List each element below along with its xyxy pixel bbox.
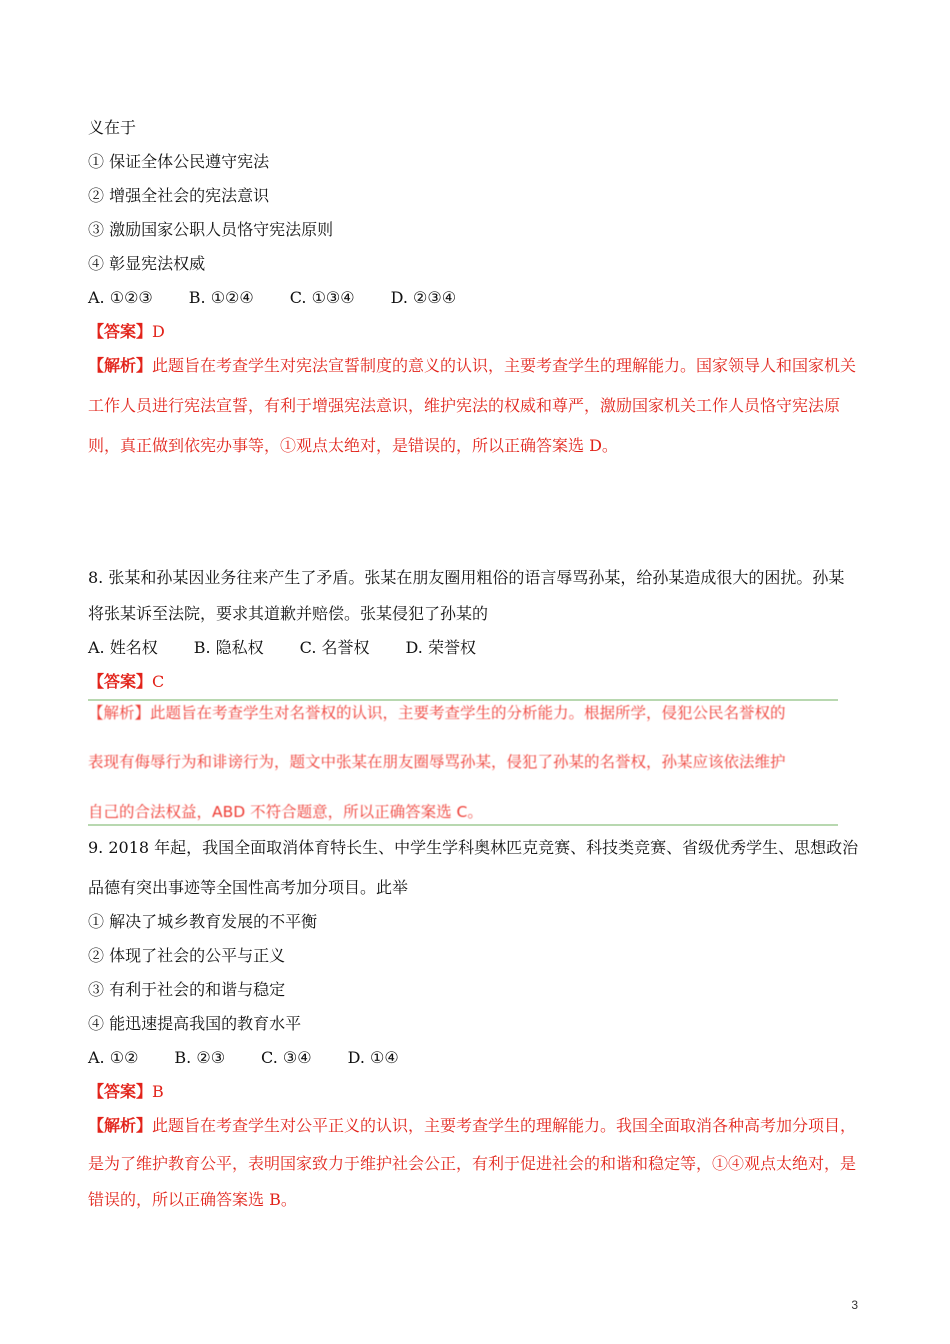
- q8-analysis-text-1: 此题旨在考查学生对名誉权的认识，主要考查学生的分析能力。根据所学，侵犯公民名誉权的: [150, 704, 786, 722]
- q8-stem-line-1: 8. 张某和孙某因业务往来产生了矛盾。张某在朋友圈用粗俗的语言辱骂孙某，给孙某造成很大的困扰。孙某: [88, 568, 845, 587]
- q9-option-d: D. ①④: [347, 1048, 399, 1067]
- q7-item-4: ④ 彰显宪法权威: [88, 254, 206, 273]
- q9-option-a: A. ①②: [88, 1048, 139, 1067]
- q7-answer-value: D: [152, 322, 165, 341]
- q9-analysis-text-1: 此题旨在考查学生对公平正义的认识，主要考查学生的理解能力。我国全面取消各种高考加分项目，: [152, 1116, 857, 1135]
- q8-stem-line-2: 将张某诉至法院，要求其道歉并赔偿。张某侵犯了孙某的: [88, 604, 489, 623]
- q7-item-2: ② 增强全社会的宪法意识: [88, 186, 270, 205]
- q9-item-1: ① 解决了城乡教育发展的不平衡: [88, 912, 318, 931]
- q7-answer: [88, 322, 165, 342]
- q7-analysis-label: 【解析】: [88, 356, 153, 375]
- divider-line-bottom: [88, 824, 838, 826]
- q7-answer-label: 【答案】: [88, 322, 153, 341]
- q9-item-4: ④ 能迅速提高我国的教育水平: [88, 1014, 302, 1033]
- q8-answer: [88, 672, 164, 692]
- q8-option-b: B. 隐私权: [193, 638, 264, 657]
- q8-option-d: D. 荣誉权: [405, 638, 476, 657]
- q7-analysis-line-2: 工作人员进行宪法宣誓，有利于增强宪法意识，维护宪法的权威和尊严，激励国家机关工作人员恪守宪法原: [88, 396, 841, 415]
- q9-analysis-label: 【解析】: [88, 1116, 153, 1135]
- q7-options: [88, 288, 456, 308]
- q9-answer-label: 【答案】: [88, 1082, 153, 1101]
- q9-answer: [88, 1082, 164, 1102]
- q7-analysis-line-1: [88, 356, 856, 376]
- q7-option-c: C. ①③④: [289, 288, 355, 307]
- q9-stem-line-1: 9. 2018 年起，我国全面取消体育特长生、中学生学科奥林匹克竞赛、科技类竞赛、省级优秀学生、思想政治: [88, 838, 859, 857]
- q8-answer-value: C: [152, 672, 165, 691]
- q8-answer-label: 【答案】: [88, 672, 153, 691]
- q7-option-d: D. ②③④: [390, 288, 457, 307]
- page-number: 3: [851, 1298, 858, 1312]
- divider-line-top: [88, 699, 838, 701]
- q8-option-a: A. 姓名权: [88, 638, 158, 657]
- q8-options: [88, 638, 476, 658]
- q9-analysis-line-1: [88, 1116, 856, 1136]
- q7-option-a: A. ①②③: [88, 288, 153, 307]
- q9-analysis-line-2: 是为了维护教育公平，表明国家致力于维护社会公正，有利于促进社会的和谐和稳定等，①④观点太绝对，是: [88, 1154, 857, 1173]
- q9-option-c: C. ③④: [261, 1048, 312, 1067]
- q7-item-3: ③ 激励国家公职人员恪守宪法原则: [88, 220, 334, 239]
- q8-analysis-line-2: 表现有侮辱行为和诽谤行为，题文中张某在朋友圈辱骂孙某，侵犯了孙某的名誉权，孙某应该依法维护: [88, 753, 786, 771]
- q7-stem-tail: 义在于: [88, 118, 137, 137]
- q9-analysis-line-3: 错误的，所以正确答案选 B。: [88, 1190, 297, 1209]
- q8-option-c: C. 名誉权: [299, 638, 370, 657]
- q9-options: [88, 1048, 399, 1068]
- q9-item-3: ③ 有利于社会的和谐与稳定: [88, 980, 286, 999]
- q9-item-2: ② 体现了社会的公平与正义: [88, 946, 286, 965]
- q8-analysis-label: 【解析】: [88, 704, 151, 722]
- q9-option-b: B. ②③: [174, 1048, 226, 1067]
- q7-item-1: ① 保证全体公民遵守宪法: [88, 152, 270, 171]
- q9-stem-line-2: 品德有突出事迹等全国性高考加分项目。此举: [88, 878, 409, 897]
- q7-analysis-text-1: 此题旨在考查学生对宪法宣誓制度的意义的认识，主要考查学生的理解能力。国家领导人和国家机关: [152, 356, 857, 375]
- q9-answer-value: B: [152, 1082, 164, 1101]
- q7-analysis-line-3: 则，真正做到依宪办事等，①观点太绝对，是错误的，所以正确答案选 D。: [88, 436, 618, 455]
- q7-option-b: B. ①②④: [188, 288, 254, 307]
- q8-analysis-line-3: 自己的合法权益，ABD 不符合题意，所以正确答案选 C。: [88, 803, 483, 821]
- q8-analysis-line-1: [88, 703, 786, 723]
